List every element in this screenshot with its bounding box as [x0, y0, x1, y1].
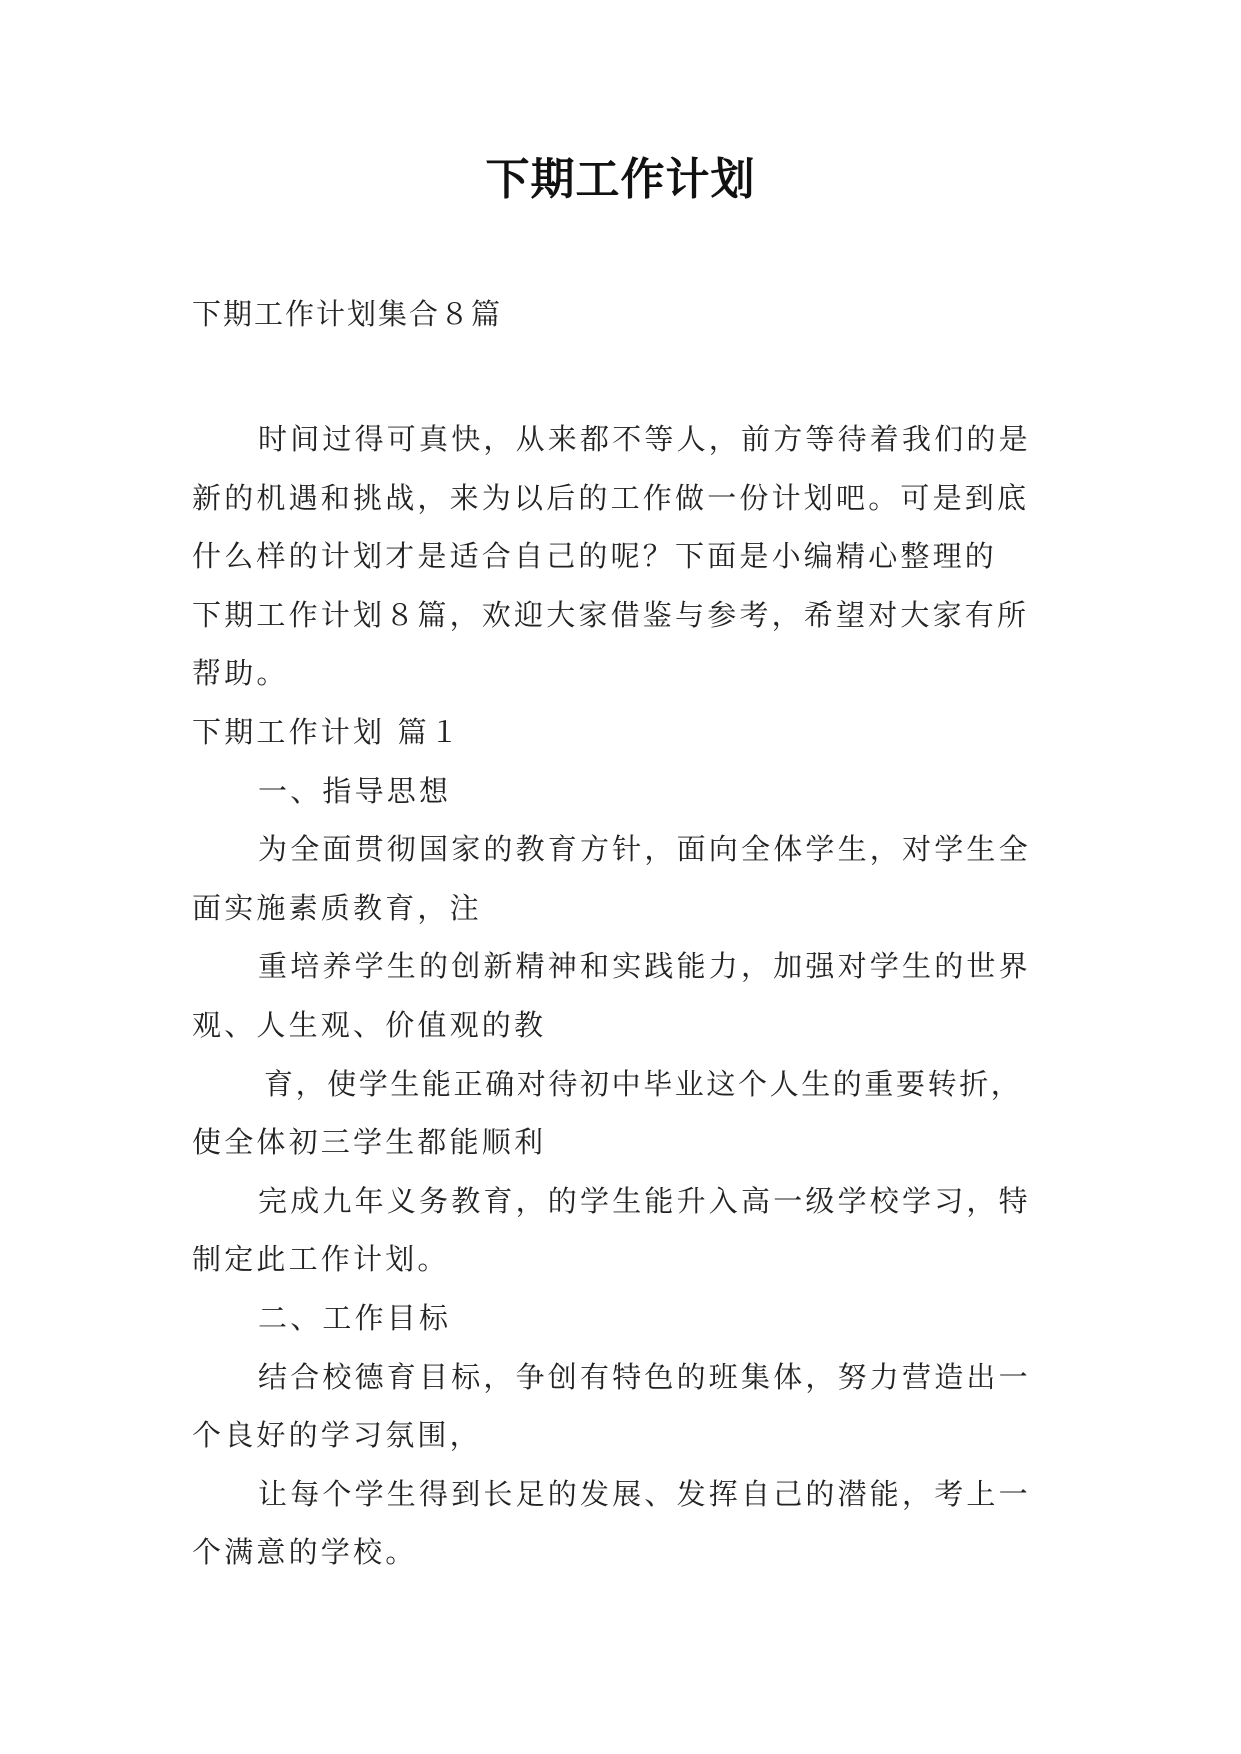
paragraph-line: 重培养学生的创新精神和实践能力，加强对学生的世界 — [258, 949, 1031, 984]
paragraph-line: 育，使学生能正确对待初中毕业这个人生的重要转折， — [264, 1066, 1023, 1101]
paragraph-line: 新的机遇和挑战，来为以后的工作做一份计划吧。可是到底 — [192, 480, 1030, 515]
document-title: 下期工作计划 — [485, 154, 756, 205]
subsection-heading: 一、指导思想 — [258, 773, 452, 808]
document-body — [192, 410, 1062, 1582]
document-subtitle: 下期工作计划集合８篇 — [192, 297, 503, 331]
section-heading: 下期工作计划 篇１ — [192, 714, 463, 749]
paragraph-line: 完成九年义务教育，的学生能升入高一级学校学习，特 — [258, 1183, 1031, 1218]
paragraph-line: 为全面贯彻国家的教育方针，面向全体学生，对学生全 — [258, 832, 1031, 867]
paragraph-line: 让每个学生得到长足的发展、发挥自己的潜能，考上一 — [258, 1476, 1031, 1511]
paragraph-line: 面实施素质教育，注 — [192, 890, 482, 925]
paragraph-line: 结合校德育目标，争创有特色的班集体，努力营造出一 — [258, 1359, 1031, 1394]
paragraph-line: 观、人生观、价值观的教 — [192, 1007, 547, 1042]
paragraph-line: 帮助。 — [192, 656, 289, 691]
paragraph-line: 个满意的学校。 — [192, 1535, 418, 1570]
paragraph-line: 下期工作计划８篇，欢迎大家借鉴与参考，希望对大家有所 — [192, 597, 1030, 632]
subsection-heading: 二、工作目标 — [258, 1300, 452, 1335]
paragraph-line: 时间过得可真快，从来都不等人，前方等待着我们的是 — [258, 422, 1031, 456]
paragraph-line: 个良好的学习氛围， — [192, 1418, 482, 1453]
paragraph-line: 使全体初三学生都能顺利 — [192, 1125, 547, 1160]
paragraph-line: 制定此工作计划。 — [192, 1242, 450, 1277]
paragraph-line: 什么样的计划才是适合自己的呢？下面是小编精心整理的 — [192, 539, 998, 574]
